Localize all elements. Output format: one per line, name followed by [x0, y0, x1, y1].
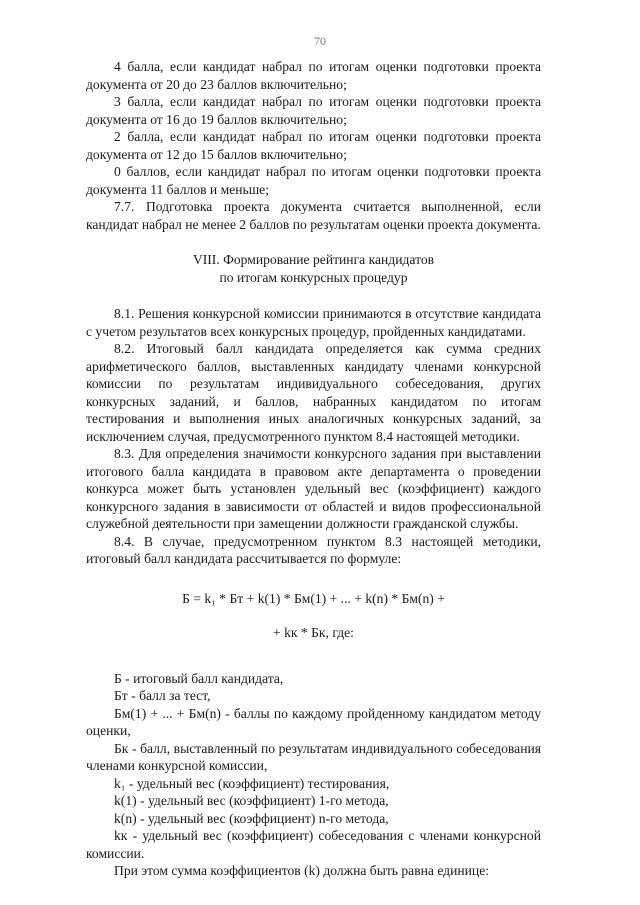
paragraph-score-4: 4 балла, если кандидат набрал по итогам оценки подготовки проекта документа от 20 до 23 баллов включительно; [86, 59, 541, 92]
legend-item: Бт - балл за тест, [114, 688, 211, 703]
section-heading-line2: по итогам конкурсных процедур [219, 269, 408, 285]
legend-item: k(1) - удельный вес (коэффициент) 1-го метода, [114, 793, 389, 808]
paragraph-8-4: 8.4. В случае, предусмотренном пунктом 8.3 настоящей методики, итоговый балл кандидата рассчитывается по формуле: [86, 533, 541, 566]
paragraph-score-2: 2 балла, если кандидат набрал по итогам оценки подготовки проекта документа от 12 до 15 баллов включительно; [86, 129, 541, 162]
paragraph-score-0: 0 баллов, если кандидат набрал по итогам оценки подготовки проекта документа 11 баллов и меньше; [86, 164, 541, 197]
formula-line-2: + kк * Бк, где: [273, 625, 354, 640]
paragraph-8-2: 8.2. Итоговый балл кандидата определяется как сумма средних арифметического баллов, выставленных кандидату членами конкурсной комиссии по результатам индивидуального собеседования, других конкурсных заданий, и баллов, набранных кандидатом по итогам тестирования и выполнения иных аналогичных конкурсных заданий, за исключением случая, предусмотренного пунктом 8.4 настоящей методики. [86, 341, 541, 444]
section-heading-line1: VIII. Формирование рейтинга кандидатов [192, 252, 435, 267]
section-heading [86, 251, 541, 286]
legend-item: При этом сумма коэффициентов (k) должна быть равна единице: [114, 863, 490, 878]
formula-line-1: Б = k₁ * Бт + k(1) * Бм(1) + ... + k(n) * Бм(n) + [182, 590, 445, 606]
legend-item: Б - итоговый балл кандидата, [114, 670, 284, 686]
page-number: 70 [314, 34, 326, 48]
document-body [86, 58, 541, 880]
legend-item: Бк - балл, выставленный по результатам индивидуального собеседования членами конкурсной комиссии, [86, 740, 541, 773]
legend-item: k(n) - удельный вес (коэффициент) n-го метода, [114, 810, 389, 826]
paragraph-score-3: 3 балла, если кандидат набрал по итогам оценки подготовки проекта документа от 16 до 19 баллов включительно; [86, 94, 541, 127]
legend-item: k₁ - удельный вес (коэффициент) тестирования, [114, 775, 390, 791]
legend-item: Бм(1) + ... + Бм(n) - баллы по каждому пройденному кандидатом методу оценки, [86, 705, 541, 738]
paragraph-8-1: 8.1. Решения конкурсной комиссии принимаются в отсутствие кандидата с учетом результатов всех конкурсных процедур, пройденных кандидатами. [86, 306, 541, 339]
paragraph-7-7: 7.7. Подготовка проекта документа считается выполненной, если кандидат набрал не менее 2 баллов по результатам оценки проекта документа. [86, 199, 541, 232]
legend-item: kк - удельный вес (коэффициент) собеседования с членами конкурсной комиссии. [86, 828, 541, 861]
paragraph-8-3: 8.3. Для определения значимости конкурсного задания при выставлении итогового балла кандидата в правовом акте департамента о проведении конкурса может быть установлен удельный вес (коэффициент) каждого конкурсного задания в зависимости от областей и видов профессиональной служебной деятельности при замещении должности гражданской службы. [86, 446, 541, 531]
